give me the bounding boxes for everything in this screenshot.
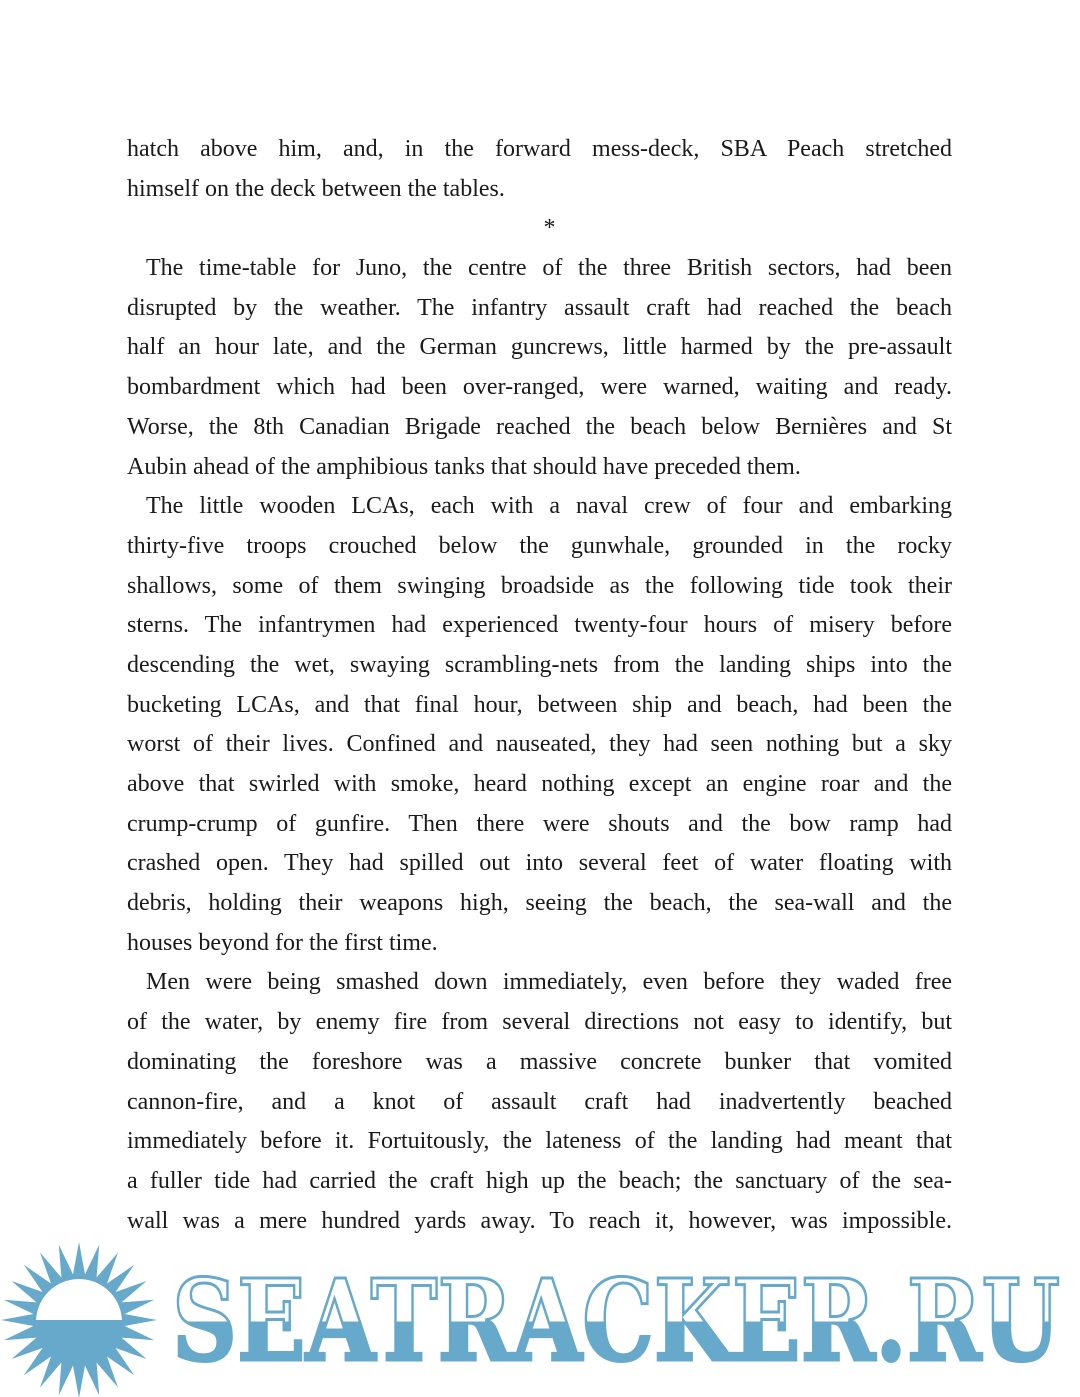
text-line: bucketing LCAs, and that final hour, between ship and beach, had been the <box>127 691 952 718</box>
paragraph <box>127 487 952 963</box>
text-line: a fuller tide had carried the craft high up the beach; the sanctuary of the sea- <box>127 1167 952 1194</box>
text-line: dominating the foreshore was a massive concrete bunker that vomited <box>127 1048 952 1075</box>
text-line: himself on the deck between the tables. <box>127 175 505 202</box>
text-line: crashed open. They had spilled out into several feet of water floating with <box>127 850 952 877</box>
text-line: cannon-fire, and a knot of assault craft had inadvertently beached <box>127 1088 952 1115</box>
sun-icon <box>1 1242 157 1397</box>
paragraph <box>127 130 952 209</box>
book-page-text <box>127 130 952 1241</box>
text-line: half an hour late, and the German guncrews, little harmed by the pre-assault <box>127 334 952 361</box>
paragraph <box>127 249 952 487</box>
text-line: houses beyond for the first time. <box>127 929 438 956</box>
text-line: debris, holding their weapons high, seeing the beach, the sea-wall and the <box>127 890 952 917</box>
text-line: wall was a mere hundred yards away. To reach it, however, was impossible. <box>127 1207 952 1234</box>
paragraph <box>127 963 952 1241</box>
text-line: hatch above him, and, in the forward mess-deck, SBA Peach stretched <box>127 136 952 162</box>
text-line: above that swirled with smoke, heard nothing except an engine roar and the <box>127 771 952 797</box>
text-line: disrupted by the weather. The infantry assault craft had reached the beach <box>127 294 952 321</box>
text-line: bombardment which had been over-ranged, were warned, waiting and ready. <box>127 374 952 401</box>
text-line: sterns. The infantrymen had experienced twenty-four hours of misery before <box>127 612 952 639</box>
watermark-text: SEATRACKER.RU <box>172 1256 1060 1387</box>
text-line: Worse, the 8th Canadian Brigade reached the beach below Bernières and St <box>127 413 952 440</box>
text-line: shallows, some of them swinging broadside as the following tide took their <box>127 572 952 599</box>
text-line: The time-table for Juno, the centre of the three British sectors, had been <box>146 255 952 282</box>
text-line: Men were being smashed down immediately, even before they waded free <box>146 969 952 996</box>
text-line: worst of their lives. Confined and nauseated, they had seen nothing but a sky <box>127 731 952 758</box>
text-line: immediately before it. Fortuitously, the lateness of the landing had meant that <box>127 1128 952 1155</box>
text-line: descending the wet, swaying scrambling-nets from the landing ships into the <box>127 651 952 678</box>
section-separator: * <box>543 215 556 242</box>
seatracker-watermark <box>0 1238 1080 1397</box>
text-line: of the water, by enemy fire from several directions not easy to identify, but <box>127 1009 952 1036</box>
text-line: The little wooden LCAs, each with a naval crew of four and embarking <box>146 493 952 520</box>
text-line: Aubin ahead of the amphibious tanks that should have preceded them. <box>127 453 801 480</box>
text-line: thirty-five troops crouched below the gunwhale, grounded in the rocky <box>127 532 952 559</box>
text-line: crump-crump of gunfire. Then there were shouts and the bow ramp had <box>127 810 952 837</box>
